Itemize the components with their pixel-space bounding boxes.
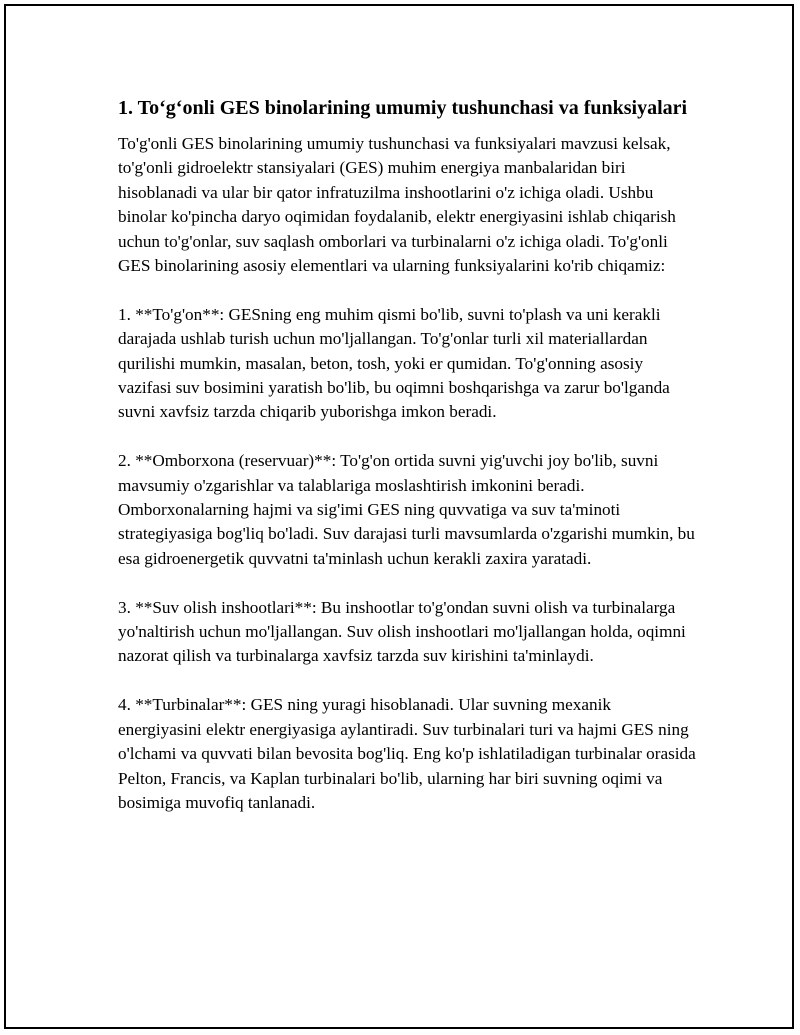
paragraph-dam: 1. **To'g'on**: GESning eng muhim qismi bo'lib, suvni to'plash va uni kerakli darajada ushlab turish uchun mo'ljallangan. To'g'onlar turli xil materiallardan qurilishi mumkin, masalan, beton, tosh, yoki er qumidan. To'g'onning asosiy vazifasi suv bosimini yaratish bo'lib, bu oqimni boshqarishga va zarur bo'lganda suvni xavfsiz tarzda chiqarib yuborishga imkon beradi.	[118, 304, 670, 422]
paragraph-water-intake: 3. **Suv olish inshootlari**: Bu inshootlar to'g'ondan suvni olish va turbinalarga yo'naltirish uchun mo'ljallangan. Suv olish inshootlari mo'ljallangan holda, oqimni nazorat qilish va turbinalarga xavfsiz tarzda suv kirishini ta'minlaydi.	[118, 597, 686, 666]
intro-paragraph: To'g'onli GES binolarining umumiy tushunchasi va funksiyalari mavzusi kelsak, to'g'onli gidroelektr stansiyalari (GES) muhim energiya manbalaridan biri hisoblanadi va ular bir qator infratuzilma inshootlarini o'z ichiga oladi. Ushbu binolar ko'pincha daryo oqimidan foydalanib, elektr energiyasini ishlab chiqarish uchun to'g'onlar, suv saqlash omborlari va turbinalarni o'z ichiga oladi. To'g'onli GES binolarining asosiy elementlari va ularning funksiyalarini ko'rib chiqamiz:	[118, 134, 676, 276]
document-body	[118, 94, 698, 815]
section-heading: 1. To‘g‘onli GES binolarining umumiy tushunchasi va funksiyalari	[118, 97, 688, 119]
paragraph-turbines: 4. **Turbinalar**: GES ning yuragi hisoblanadi. Ular suvning mexanik energiyasini elektr energiyasiga aylantiradi. Suv turbinalari turi va hajmi GES ning o'lchami va quvvati bilan bevosita bog'liq. Eng ko'p ishlatiladigan turbinalar orasida Pelton, Francis, va Kaplan turbinalari bo'lib, ularning har biri suvning oqimi va bosimiga muvofiq tanlanadi.	[118, 695, 696, 812]
paragraph-reservoir: 2. **Omborxona (reservuar)**: To'g'on ortida suvni yig'uvchi joy bo'lib, suvni mavsumiy o'zgarishlar va talablariga moslashtirish imkonini beradi. Omborxonalarning hajmi va sig'imi GES ning quvvatiga va suv ta'minoti strategiyasiga bog'liq bo'ladi. Suv darajasi turli mavsumlarda o'zgarishi mumkin, bu esa gidroenergetik quvvatni ta'minlash uchun kerakli zaxira yaratadi.	[118, 451, 695, 568]
